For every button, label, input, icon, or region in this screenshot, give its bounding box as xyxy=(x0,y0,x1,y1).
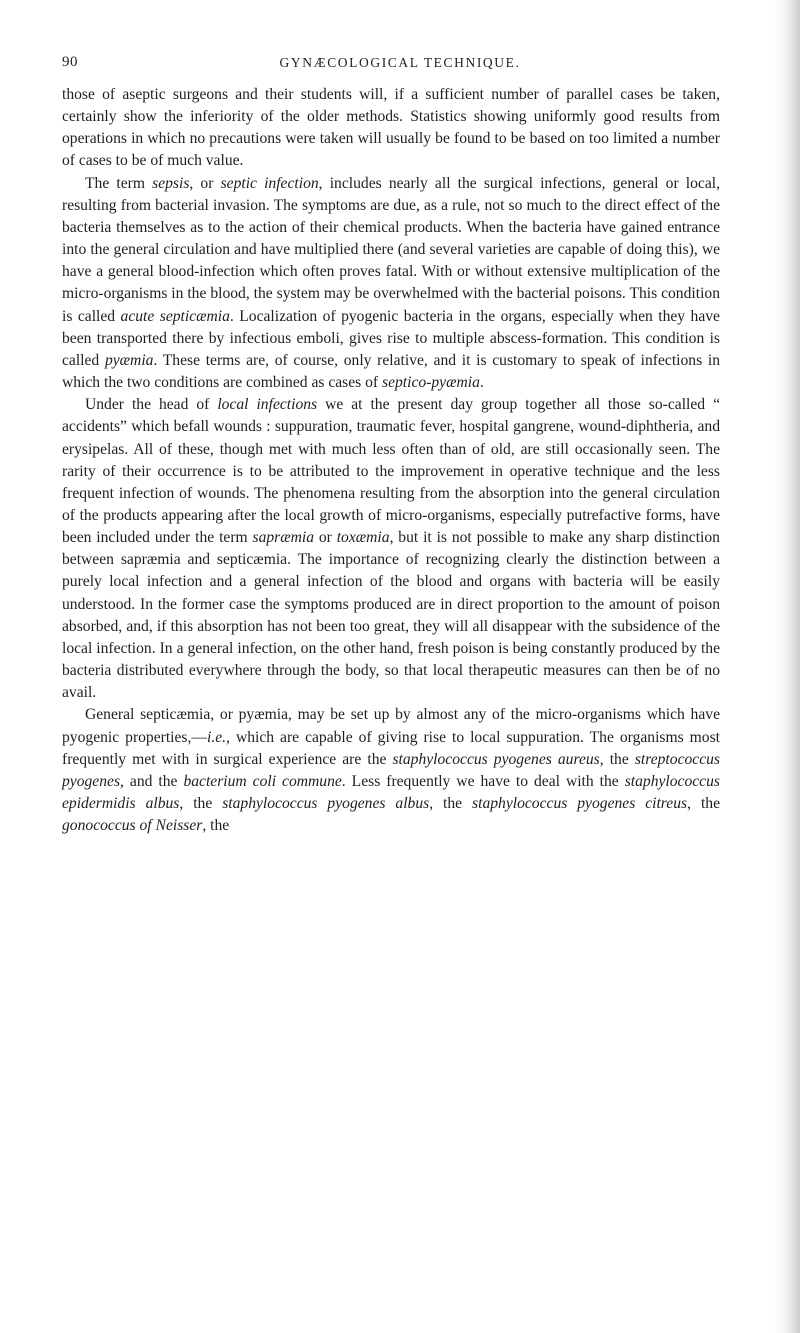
text-run: , which are capable of giving rise to local suppuration. The organisms most frequently met with in surgical experience are the xyxy=(62,728,720,768)
text-run: , and the xyxy=(120,772,184,790)
text-run: or xyxy=(314,529,337,547)
text-run: we at the present day group together all those so-called “ accidents” which befall wounds : suppuration, traumatic fever, hospital gangrene, wound-diphtheria, and erysipelas. All of these, though met with much less often than of old, are still occasionally seen. The rarity of their occurrence is to be attributed to the improvement in operative technique and the less frequent infection of wounds. The phenomena resulting from the absorption into the general circulation of the products appearing after the local growth of micro-organisms, especially putrefactive forms, have been included under the term xyxy=(62,396,720,547)
italic-term: staphylococcus pyogenes citreus xyxy=(472,795,688,812)
paragraph xyxy=(62,704,720,837)
text-run: . Localization of pyogenic bacteria in the organs, especially when they have been transported there by infectious emboli, gives rise to multiple abscess-formation. This condition is called xyxy=(62,307,720,369)
italic-term: septico-pyæmia xyxy=(382,374,480,392)
text-run: , but it is not possible to make any sharp distinction between sapræmia and septicæmia. The importance of recognizing clearly the distinction between a purely local infection and a general infection of the blood and organs with bacteria will be easily understood. In the former case the symptoms produced are in direct proportion to the amount of poison absorbed, and, if this absorption has not been too great, they will all disappear with the subsidence of the local infection. In a general infection, on the other hand, fresh poison is being constantly produced by the bacteria distributed everywhere through the body, so that local therapeutic measures can then be of no avail. xyxy=(62,529,720,702)
paragraph xyxy=(62,173,720,395)
running-head: GYNÆCOLOGICAL TECHNIQUE. xyxy=(279,55,521,70)
text-run: . xyxy=(479,374,484,392)
text-run: , the xyxy=(687,795,720,812)
italic-term: pyæmia xyxy=(104,351,154,369)
body-text xyxy=(62,84,720,837)
text-run: , or xyxy=(189,174,221,192)
text-run: , the xyxy=(429,795,473,812)
paragraph xyxy=(62,394,720,704)
text-run: Under the head of xyxy=(85,396,218,414)
text-run: those of aseptic surgeons and their students will, if a sufficient number of parallel cases be taken, certainly show the inferiority of the older methods. Statistics showing uniformly good results from operations in which no precautions were taken will usually be found to be based on too limited a number of cases to be of much value. xyxy=(62,86,720,170)
italic-term: sepsis xyxy=(152,174,190,192)
text-run: , includes nearly all the surgical infections, general or local, resulting from bacterial invasion. The symptoms are due, as a rule, not so much to the direct effect of the bacteria themselves as to the action of their chemical products. When the bacteria have gained entrance into the general circulation and have multiplied there (and several varieties are capable of doing this), we have a general blood-infection which often proves fatal. With or without extensive multiplication of the micro-organisms in the blood, the system may be overwhelmed with the bacterial poisons. This condition is called xyxy=(62,174,720,325)
italic-term: staphylococcus pyogenes aureus xyxy=(392,750,600,768)
italic-term: staphylococcus pyogenes albus xyxy=(222,795,430,812)
text-run: General septicæmia, or pyæmia, may be set up by almost any of the micro-organisms which have pyogenic properties,— xyxy=(62,706,720,746)
italic-term: i.e. xyxy=(207,728,227,746)
italic-term: sapræmia xyxy=(252,529,315,547)
italic-term: staphylococcus epidermidis albus xyxy=(62,772,720,812)
italic-term: streptococcus pyogenes xyxy=(62,750,720,790)
text-run: The term xyxy=(85,174,153,192)
text-run: , the xyxy=(202,817,230,835)
page-edge-shadow xyxy=(774,0,800,1333)
page-number: 90 xyxy=(62,54,78,70)
text-run: . These terms are, of course, only relative, and it is customary to speak of infections in which the two conditions are combined as cases of xyxy=(62,351,720,392)
italic-term: acute septicæmia xyxy=(120,307,230,325)
italic-term: toxæmia xyxy=(336,529,390,547)
paragraph xyxy=(62,84,720,173)
text-run: , the xyxy=(599,750,635,768)
italic-term: septic infection xyxy=(220,174,319,192)
text-run: . Less frequently we have to deal with the xyxy=(341,772,625,790)
italic-term: local infections xyxy=(217,396,318,414)
italic-term: gonococcus of Neisser xyxy=(62,817,203,835)
text-run: , the xyxy=(179,795,223,812)
italic-term: bacterium coli commune xyxy=(183,772,342,790)
